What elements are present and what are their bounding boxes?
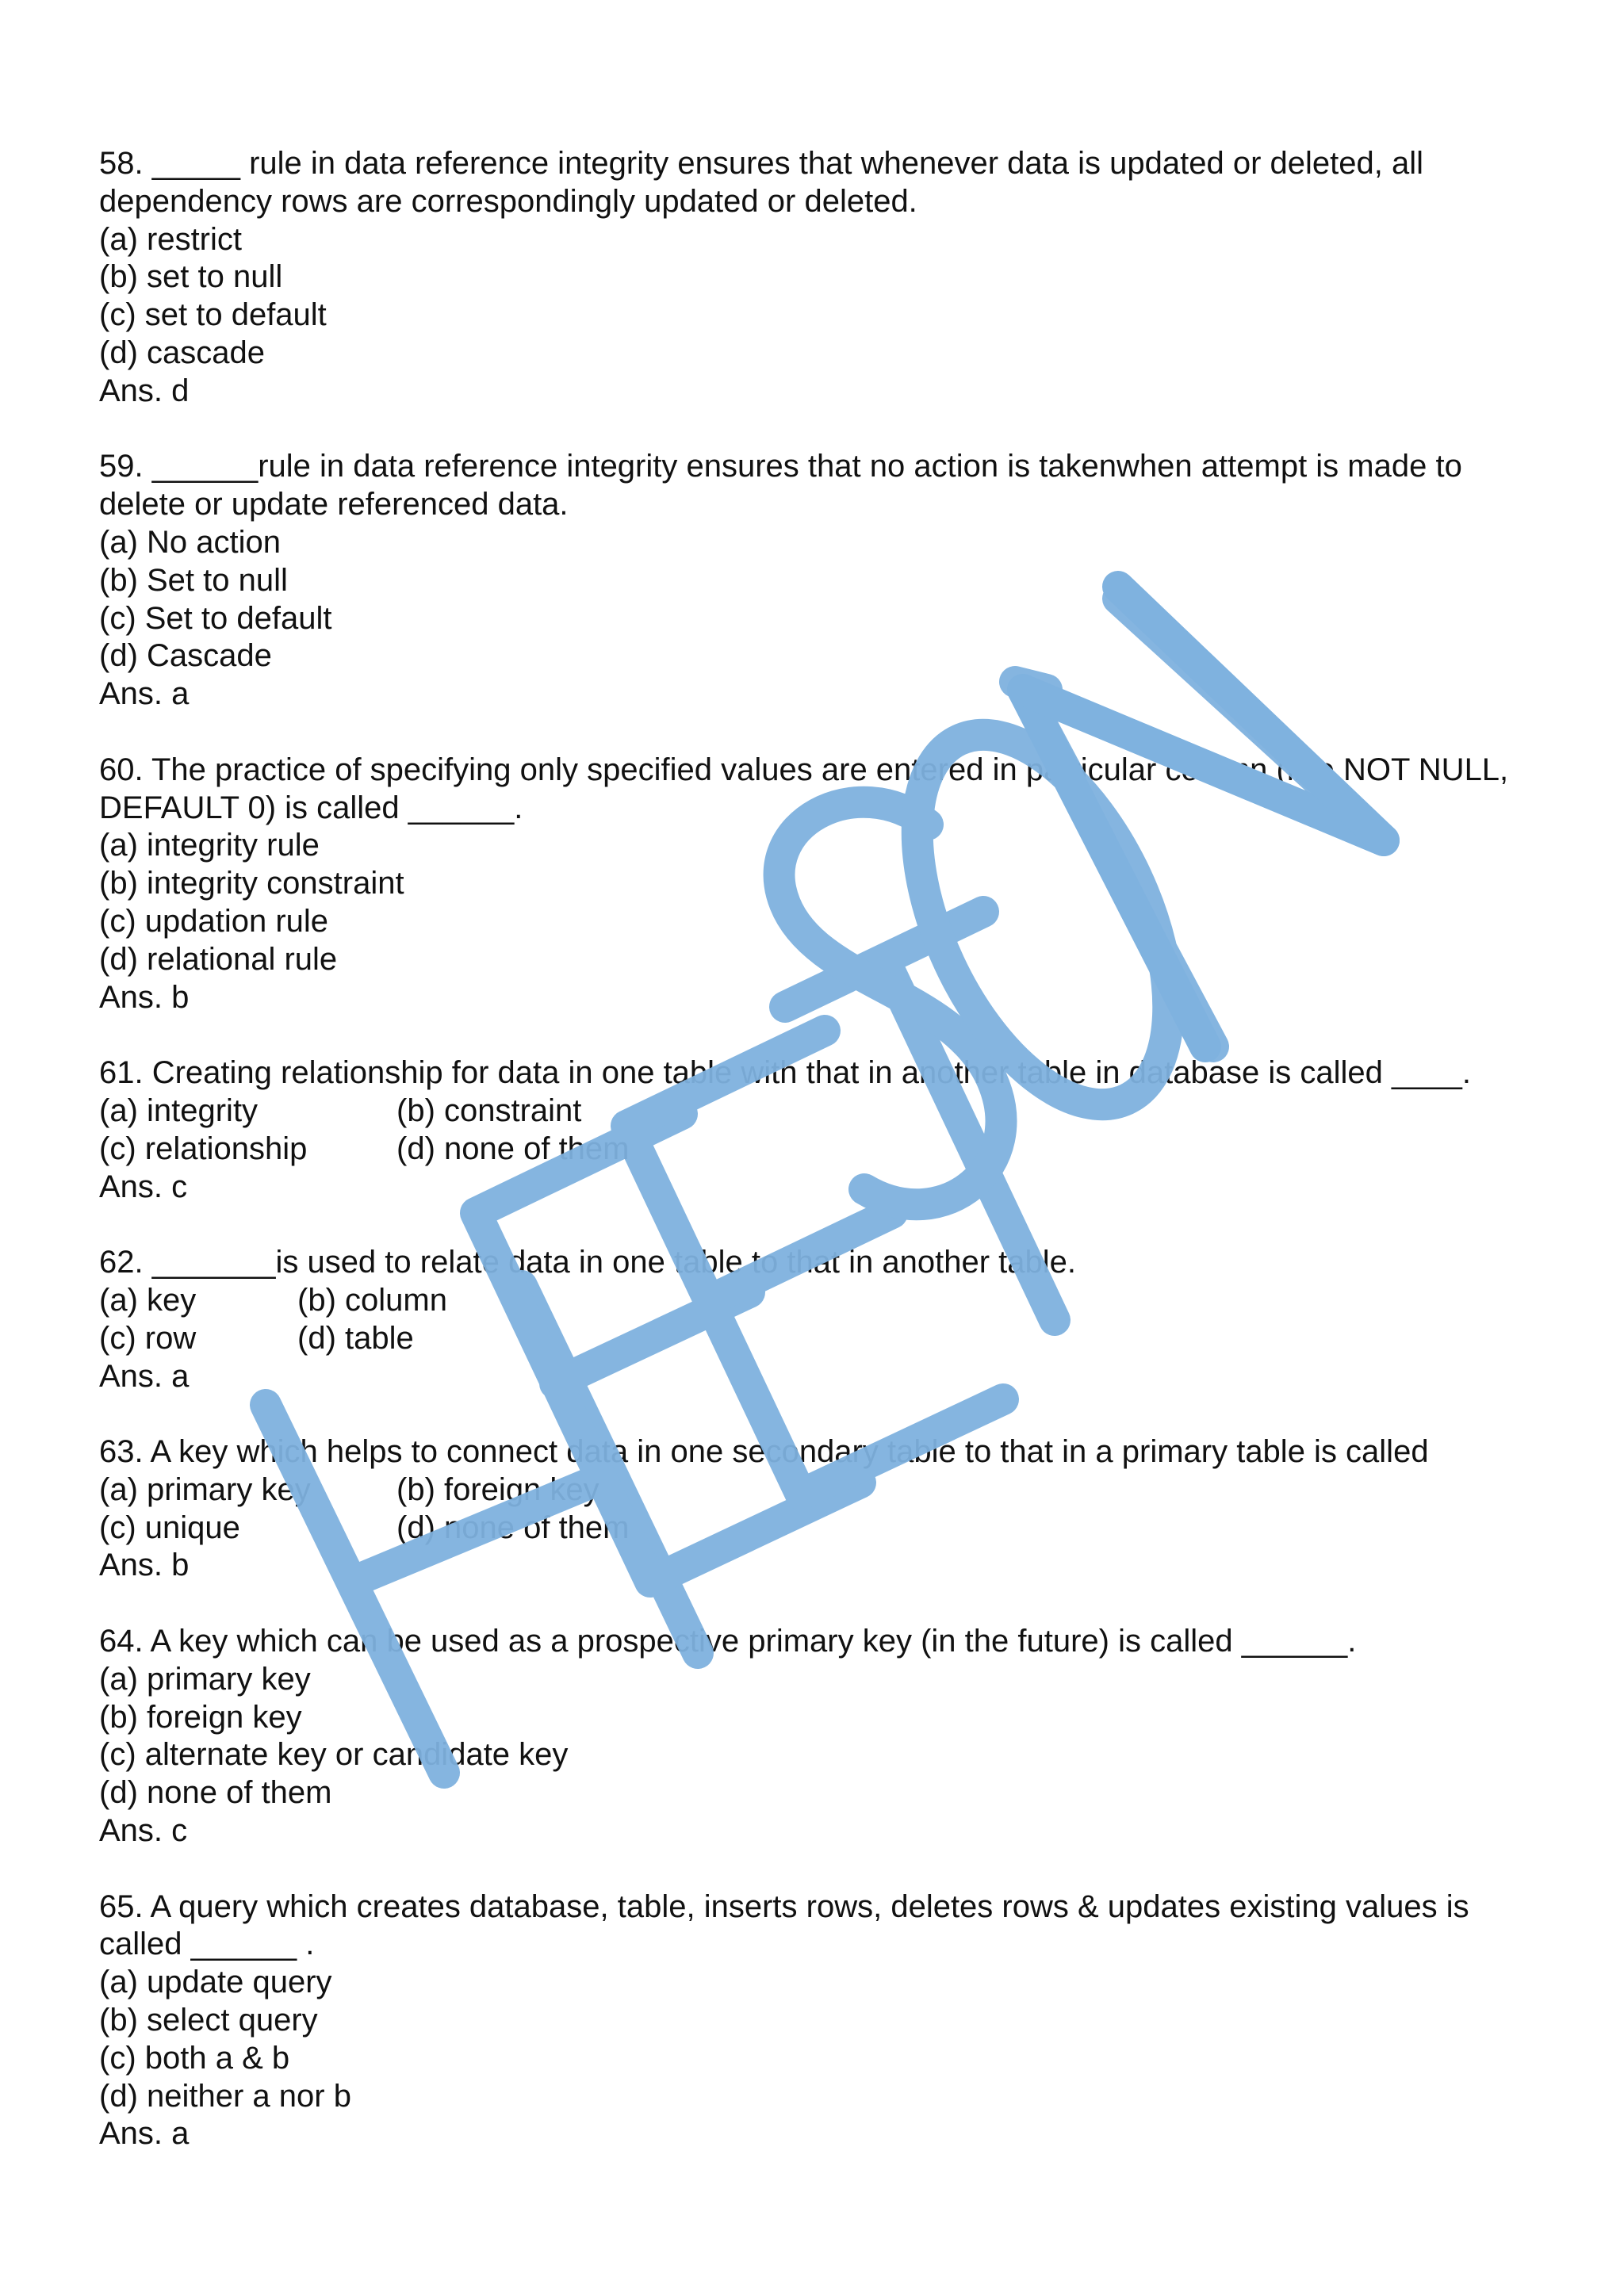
option-b: (b) foreign key (99, 1699, 302, 1735)
option-a: (a) integrity (99, 1093, 259, 1128)
option-row (99, 1510, 1550, 1548)
option-d: (d) none of them (396, 1510, 630, 1545)
option-row (99, 1282, 1550, 1320)
question-stem: 62. _______is used to relate data in one table to that in another table. (99, 1245, 1077, 1280)
option-a: (a) primary key (99, 1661, 311, 1697)
option-c: (c) both a & b (99, 2040, 290, 2076)
question-stem: 58. _____ rule in data reference integrity ensures that whenever data is updated or deleted, all dependency rows are correspondingly updated or deleted. (99, 146, 1423, 219)
option-d: (d) none of them (396, 1131, 630, 1166)
answer: Ans. d (99, 373, 190, 408)
option-a: (a) update query (99, 1965, 332, 2000)
option-b: (b) set to null (99, 259, 283, 295)
answer: Ans. a (99, 1358, 190, 1394)
option-d: (d) cascade (99, 335, 265, 370)
option-b: (b) select query (99, 2003, 318, 2038)
answer: Ans. c (99, 1813, 188, 1849)
option-c: (c) set to default (99, 297, 327, 333)
option-c: (c) relationship (99, 1131, 308, 1166)
option-a: (a) primary key (99, 1471, 311, 1507)
question-stem: 61. Creating relationship for data in one table with that in another table in database is called ____. (99, 1055, 1472, 1091)
option-c: (c) row (99, 1320, 197, 1356)
question-stem: 60. The practice of specifying only specified values are entered in particular column (like NOT NULL, DEFAULT 0) is called ______. (99, 752, 1509, 825)
option-b: (b) integrity constraint (99, 866, 404, 901)
option-d: (d) neither a nor b (99, 2078, 351, 2114)
option-row (99, 1093, 1550, 1131)
question-list (99, 145, 1550, 2191)
option-d: (d) Cascade (99, 638, 272, 674)
option-b: (b) column (297, 1282, 447, 1318)
option-row (99, 1320, 1550, 1358)
option-a: (a) restrict (99, 221, 242, 257)
question-64 (99, 1623, 1550, 1850)
option-a: (a) key (99, 1282, 197, 1318)
answer: Ans. a (99, 2116, 190, 2152)
answer: Ans. b (99, 1548, 190, 1583)
option-c: (c) alternate key or candidate key (99, 1737, 569, 1773)
question-60 (99, 752, 1550, 1017)
question-stem: 59. ______rule in data reference integrity ensures that no action is takenwhen attempt is made to delete or update referenced data. (99, 449, 1462, 522)
option-c: (c) unique (99, 1510, 240, 1545)
option-c: (c) Set to default (99, 600, 332, 636)
option-b: (b) Set to null (99, 562, 288, 598)
option-d: (d) none of them (99, 1775, 332, 1811)
question-stem: 63. A key which helps to connect data in one secondary table to that in a primary table is called (99, 1434, 1429, 1470)
option-d: (d) relational rule (99, 941, 338, 977)
option-row (99, 1131, 1550, 1169)
question-65 (99, 1888, 1550, 2154)
answer: Ans. c (99, 1169, 188, 1204)
question-63 (99, 1433, 1550, 1585)
option-d: (d) table (297, 1320, 414, 1356)
question-58 (99, 145, 1550, 411)
option-b: (b) foreign key (396, 1471, 599, 1507)
question-61 (99, 1054, 1550, 1206)
option-b: (b) constraint (396, 1093, 582, 1128)
option-row (99, 1471, 1550, 1510)
question-stem: 64. A key which can be used as a prospective primary key (in the future) is called ______. (99, 1624, 1357, 1659)
option-a: (a) integrity rule (99, 828, 320, 863)
option-c: (c) updation rule (99, 903, 329, 939)
question-59 (99, 448, 1550, 714)
answer: Ans. b (99, 979, 190, 1015)
option-a: (a) No action (99, 524, 281, 560)
question-stem: 65. A query which creates database, table, inserts rows, deletes rows & updates existing values is called ______ . (99, 1888, 1469, 1962)
question-62 (99, 1244, 1550, 1395)
answer: Ans. a (99, 676, 190, 712)
